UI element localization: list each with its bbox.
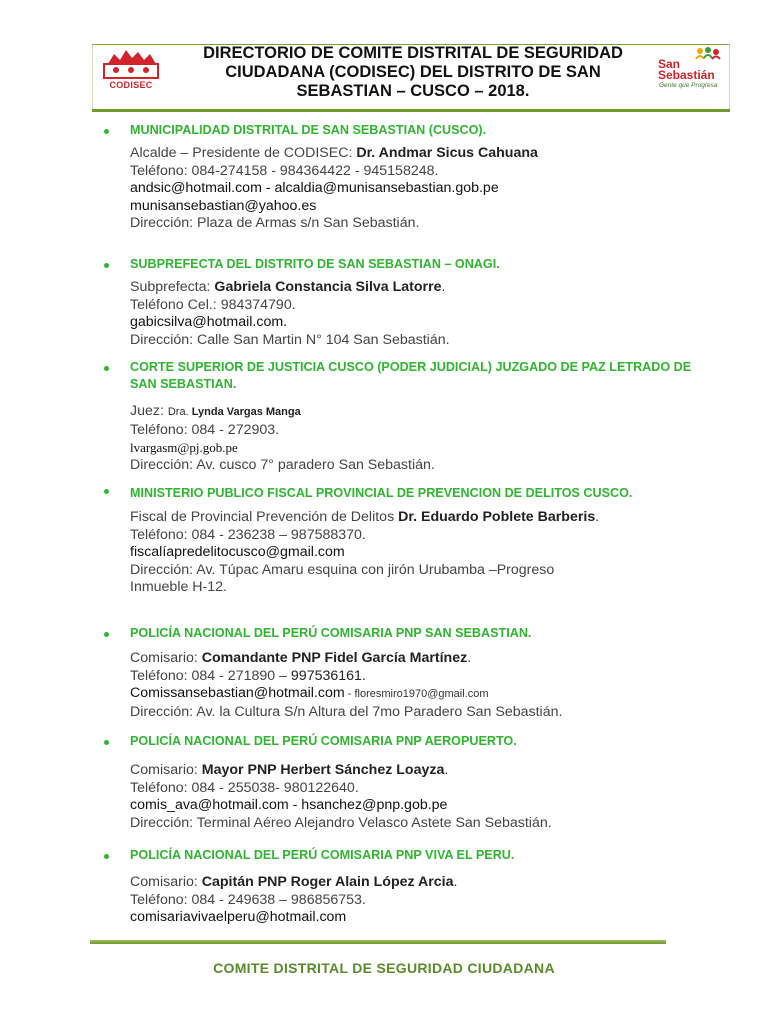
entity-comisaria-san-sebastian: [104, 625, 704, 733]
bullet-icon: [104, 263, 109, 268]
footer-title: COMITE DISTRITAL DE SEGURIDAD CIUDADANA: [213, 960, 555, 976]
san-sebastian-logo: [656, 46, 728, 96]
footer-rule: [90, 940, 666, 944]
person-name: Gabriela Constancia Silva Latorre: [214, 279, 442, 295]
phone-line: Teléfono: 084 - 272903.: [130, 421, 280, 438]
address-line-2: Inmueble H-12.: [130, 579, 227, 595]
address-line: Dirección: Plaza de Armas s/n San Sebastián.: [130, 215, 420, 231]
title-line-3: SEBASTIAN – CUSCO – 2018.: [296, 82, 530, 100]
phone-line: Teléfono: 084 - 255038- 980122640.: [130, 779, 359, 796]
directory-list: [104, 122, 704, 927]
email-line[interactable]: fiscalíapredelitocusco@gmail.com: [130, 544, 345, 560]
phone-line: Teléfono: 084 - 249638 – 986856753.: [130, 891, 366, 908]
role-line: Comisario: Comandante PNP Fidel García Martínez.: [130, 650, 472, 666]
logo-text-san: San: [658, 57, 681, 71]
entity-municipalidad: [104, 122, 704, 256]
entity-heading: POLICÍA NACIONAL DEL PERÚ COMISARIA PNP AEROPUERTO.: [104, 733, 704, 750]
bullet-icon: [104, 632, 109, 637]
person-name: Dr. Andmar Sicus Cahuana: [356, 145, 538, 161]
entity-heading: POLICÍA NACIONAL DEL PERÚ COMISARIA PNP SAN SEBASTIAN.: [104, 625, 704, 642]
email-line[interactable]: andsic@hotmail.com - alcaldia@munisansebastian.gob.pe: [130, 180, 499, 196]
bullet-icon: [104, 129, 109, 134]
entity-heading: POLICÍA NACIONAL DEL PERÚ COMISARIA PNP VIVA EL PERU.: [104, 847, 704, 864]
logo-tagline: Gente que Progresa: [659, 82, 718, 89]
role-line: Alcalde – Presidente de CODISEC: Dr. Andmar Sicus Cahuana: [130, 145, 538, 161]
entity-heading: SUBPREFECTA DEL DISTRITO DE SAN SEBASTIAN – ONAGI.: [104, 256, 704, 273]
address-line: Dirección: Av. la Cultura S/n Altura del 7mo Paradero San Sebastián.: [130, 703, 563, 720]
person-name: Capitán PNP Roger Alain López Arcia: [201, 874, 454, 890]
phone-line: Teléfono: 084 - 271890 – 997536161.: [130, 667, 366, 684]
entity-heading: MINISTERIO PUBLICO FISCAL PROVINCIAL DE PREVENCION DE DELITOS CUSCO.: [104, 482, 704, 505]
phone-line: Teléfono: 084 - 236238 – 987588370.: [130, 526, 366, 543]
address-line: Dirección: Calle San Martin N° 104 San Sebastián.: [130, 331, 450, 348]
role-line: Fiscal de Provincial Prevención de Delitos Dr. Eduardo Poblete Barberis.: [130, 509, 600, 525]
person-name: Mayor PNP Herbert Sánchez Loayza: [201, 762, 445, 778]
email-line[interactable]: gabicsilva@hotmail.com.: [130, 314, 288, 330]
page-title: [176, 44, 650, 101]
title-line-2: CIUDADANA (CODISEC) DEL DISTRITO DE SAN: [225, 63, 601, 81]
entity-poder-judicial: [104, 359, 704, 482]
email-line[interactable]: comisariavivaelperu@hotmail.com: [130, 909, 347, 925]
bullet-icon: [104, 489, 109, 494]
bullet-icon: [104, 854, 109, 859]
role-line: Comisario: Capitán PNP Roger Alain López Arcia.: [130, 874, 458, 890]
email-line[interactable]: comis_ava@hotmail.com - hsanchez@pnp.gob.pe: [130, 797, 448, 813]
entity-comisaria-aeropuerto: [104, 733, 704, 847]
email-line: Comissansebastian@hotmail.com - floresmiro1970@gmail.com: [130, 685, 489, 701]
role-line: Juez: Dra. Lynda Vargas Manga: [130, 403, 301, 419]
address-line: Dirección: Terminal Aéreo Alejandro Velasco Astete San Sebastián.: [130, 814, 552, 831]
entity-ministerio-publico: [104, 482, 704, 625]
phone-line: Teléfono Cel.: 984374790.: [130, 296, 296, 313]
codisec-logo: [100, 46, 162, 92]
entity-heading: MUNICIPALIDAD DISTRITAL DE SAN SEBASTIAN (CUSCO).: [104, 122, 704, 139]
title-line-1: DIRECTORIO DE COMITE DISTRITAL DE SEGURIDAD: [203, 44, 623, 62]
entity-heading: CORTE SUPERIOR DE JUSTICIA CUSCO (PODER JUDICIAL) JUZGADO DE PAZ LETRADO DE SAN SEBASTIAN.: [104, 359, 704, 393]
codisec-logo-text: CODISEC: [109, 80, 153, 90]
role-line: Subprefecta: Gabriela Constancia Silva Latorre.: [130, 279, 446, 295]
address-line: Dirección: Av. cusco 7° paradero San Sebastián.: [130, 456, 435, 473]
entity-comisaria-viva-el-peru: [104, 847, 704, 927]
codisec-emblem-icon: [100, 46, 162, 80]
logo-text-sebastian: Sebastián: [658, 68, 715, 82]
bullet-icon: [104, 366, 109, 371]
email-line[interactable]: munisansebastian@yahoo.es: [130, 197, 317, 214]
bullet-icon: [104, 740, 109, 745]
role-line: Comisario: Mayor PNP Herbert Sánchez Loayza.: [130, 762, 449, 778]
person-name: Lynda Vargas Manga: [191, 406, 301, 418]
email-line[interactable]: lvargasm@pj.gob.pe: [130, 440, 238, 455]
person-name: Dr. Eduardo Poblete Barberis: [398, 509, 596, 525]
person-name: Comandante PNP Fidel García Martínez: [201, 650, 468, 666]
address-line: Dirección: Av. Túpac Amaru esquina con jirón Urubamba –Progreso: [130, 561, 555, 578]
entity-subprefectura: [104, 256, 704, 359]
phone-line: Teléfono: 084-274158 - 984364422 - 945158248.: [130, 162, 439, 179]
header-rule: [92, 109, 730, 112]
